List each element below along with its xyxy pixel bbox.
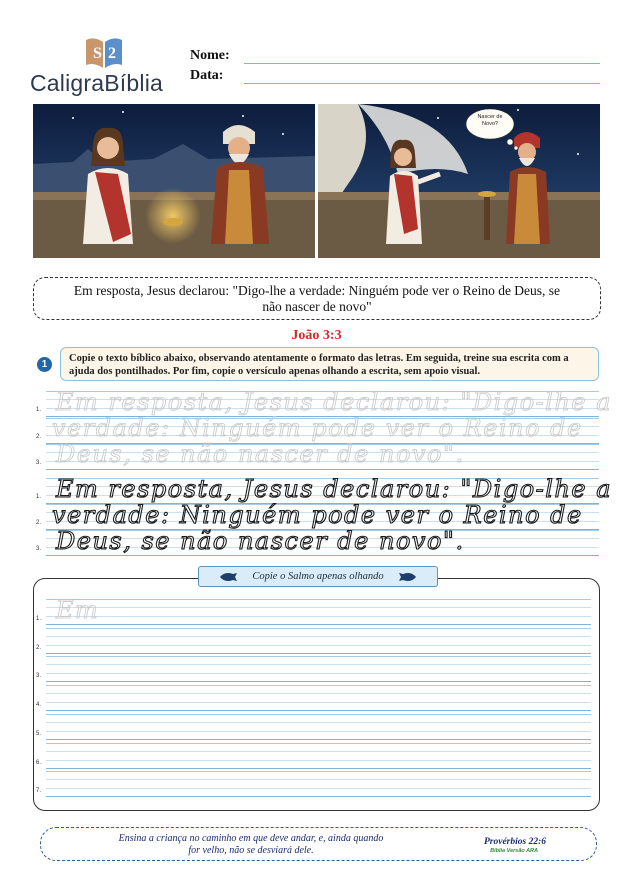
writing-line[interactable] — [46, 656, 591, 683]
footer-reference: Provérbios 22:6 — [483, 837, 546, 847]
verse-text: Em resposta, Jesus declarou: "Digo-lhe a verdade: Ninguém pode ver o Reino de Deus, se não nascer de novo" — [73, 283, 561, 314]
writing-line[interactable] — [46, 743, 591, 770]
writing-line[interactable] — [46, 771, 591, 798]
footer-quote-line-2: for velho, não se desviará dele. — [188, 845, 314, 856]
footer-version: Bíblia Versão ARA — [490, 848, 538, 854]
date-line[interactable] — [244, 83, 600, 84]
name-line[interactable] — [244, 63, 600, 64]
trace-light-line-1: Em resposta, Jesus declarou: "Digo-lhe a — [56, 388, 613, 416]
line-number: 2. — [36, 520, 42, 526]
trace-dotted-line-2: verdade: Ninguém pode ver o Reino de — [52, 501, 583, 529]
instruction-text: Copie o texto bíblico abaixo, observando atentamente o formato das letras. Em seguida, treine sua escrita com a ajuda dos pontilhados. Por fim, copie o versículo apenas olhando a escrita, sem apoio visual. — [69, 353, 569, 377]
quill-left-icon — [219, 571, 239, 583]
line-number: 1. — [36, 494, 42, 500]
verse-box — [33, 277, 601, 320]
trace-light-line-2: verdade: Ninguém pode ver o Reino de — [52, 414, 583, 442]
verse-reference: João 3:3 — [291, 328, 342, 343]
svg-text:S: S — [93, 45, 102, 62]
writing-line[interactable] — [46, 599, 591, 626]
trace-dotted-line-1: Em resposta, Jesus declarou: "Digo-lhe a — [56, 475, 613, 503]
writing-line[interactable] — [46, 628, 591, 655]
line-number: 3. — [36, 546, 42, 552]
brand-name: CaligraBíblia — [30, 70, 163, 96]
date-label: Data: — [190, 68, 224, 83]
svg-text:2: 2 — [108, 45, 116, 62]
name-label: Nome: — [190, 48, 230, 63]
quill-right-icon — [397, 571, 417, 583]
copy-panel-title: Copie o Salmo apenas olhando — [252, 571, 384, 582]
copy-panel-title-tab — [198, 566, 438, 587]
copy-starter-text: Em — [56, 596, 100, 624]
line-number: 5. — [36, 731, 42, 737]
trace-dotted-line-3: Deus, se não nascer de novo". — [56, 527, 465, 555]
thought-bubble-text: Nascer de Novo? — [477, 114, 503, 127]
line-number: 2. — [36, 645, 42, 651]
line-number: 1. — [36, 407, 42, 413]
illustration-jesus-nicodemus-seated — [33, 104, 315, 258]
line-number: 7. — [36, 788, 42, 794]
line-number: 2. — [36, 434, 42, 440]
line-number: 4. — [36, 702, 42, 708]
name-field[interactable] — [190, 48, 600, 68]
brand-logo — [30, 34, 175, 96]
book-logo-icon — [82, 34, 126, 70]
writing-line[interactable] — [46, 685, 591, 712]
line-number: 1. — [36, 616, 42, 622]
footer-quote-line-1: Ensina a criança no caminho em que deve andar, e, ainda quando — [118, 833, 384, 844]
instruction-box — [60, 347, 599, 381]
step-number-badge: 1 — [37, 357, 52, 372]
date-field[interactable] — [190, 68, 600, 88]
trace-light-line-3: Deus, se não nascer de novo". — [56, 440, 465, 468]
line-number: 6. — [36, 760, 42, 766]
writing-line[interactable] — [46, 714, 591, 741]
line-number: 3. — [36, 673, 42, 679]
footer-quote-box — [40, 827, 597, 861]
illustration-jesus-nicodemus-talking — [318, 104, 600, 258]
line-number: 3. — [36, 460, 42, 466]
footer-quote — [81, 833, 421, 857]
